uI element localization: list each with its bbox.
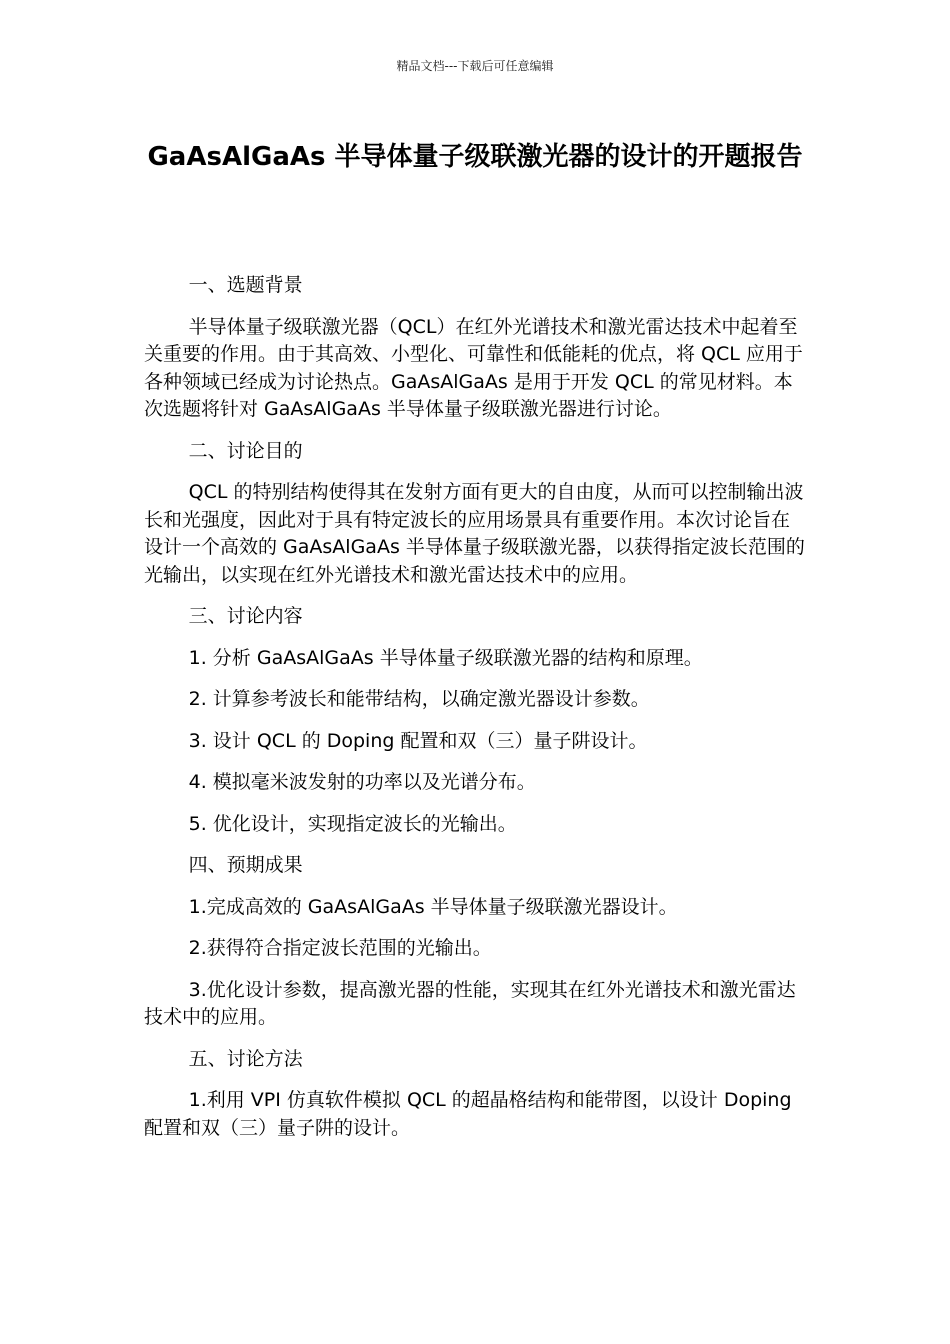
outcome-item-2: 2.获得符合指定波长范围的光输出。 (188, 937, 492, 959)
section-heading-purpose: 二、讨论目的 (188, 439, 303, 462)
content-item-3: 3. 设计 QCL 的 Doping 配置和双（三）量子阱设计。 (188, 729, 648, 752)
content-item-5: 5. 优化设计，实现指定波长的光输出。 (188, 812, 517, 835)
purpose-paragraph: QCL 的特别结构使得其在发射方面有更大的自由度，从而可以控制输出波长和光强度，因此对于具有特定波长的应用场景具有重要作用。本次讨论旨在设计一个高效的 GaAsAlGaAs 半导体量子级联激光器，以获得指定波长范围的光输出，以实现在红外光谱技术和激光雷达技术中的应用。 (144, 481, 805, 586)
content-item-2: 2. 计算参考波长和能带结构，以确定激光器设计参数。 (188, 688, 650, 710)
method-item-1: 1.利用 VPI 仿真软件模拟 QCL 的超晶格结构和能带图，以设计 Doping 配置和双（三）量子阱的设计。 (144, 1089, 792, 1139)
section-heading-background: 一、选题背景 (188, 274, 303, 296)
content-item-1: 1. 分析 GaAsAlGaAs 半导体量子级联激光器的结构和原理。 (188, 646, 703, 669)
content-item-4: 4. 模拟毫米波发射的功率以及光谱分布。 (188, 771, 536, 793)
document-title: GaAsAlGaAs 半导体量子级联激光器的设计的开题报告 (147, 142, 803, 172)
header-note: 精品文档---下载后可任意编辑 (396, 59, 554, 73)
section-heading-methods: 五、讨论方法 (188, 1047, 303, 1070)
section-heading-outcomes: 四、预期成果 (188, 854, 303, 876)
document-body (144, 272, 806, 1156)
outcome-item-1: 1.完成高效的 GaAsAlGaAs 半导体量子级联激光器设计。 (188, 895, 678, 918)
section-heading-content: 三、讨论内容 (188, 605, 303, 627)
background-paragraph: 半导体量子级联激光器（QCL）在红外光谱技术和激光雷达技术中起着至关重要的作用。由于其高效、小型化、可靠性和低能耗的优点，将 QCL 应用于各种领域已经成为讨论热点。GaAsAlGaAs 是用于开发 QCL 的常见材料。本次选题将针对 GaAsAlGaAs 半导体量子级联激光器进行讨论。 (144, 315, 803, 420)
outcome-item-3: 3.优化设计参数，提高激光器的性能，实现其在红外光谱技术和激光雷达技术中的应用。 (144, 978, 796, 1028)
